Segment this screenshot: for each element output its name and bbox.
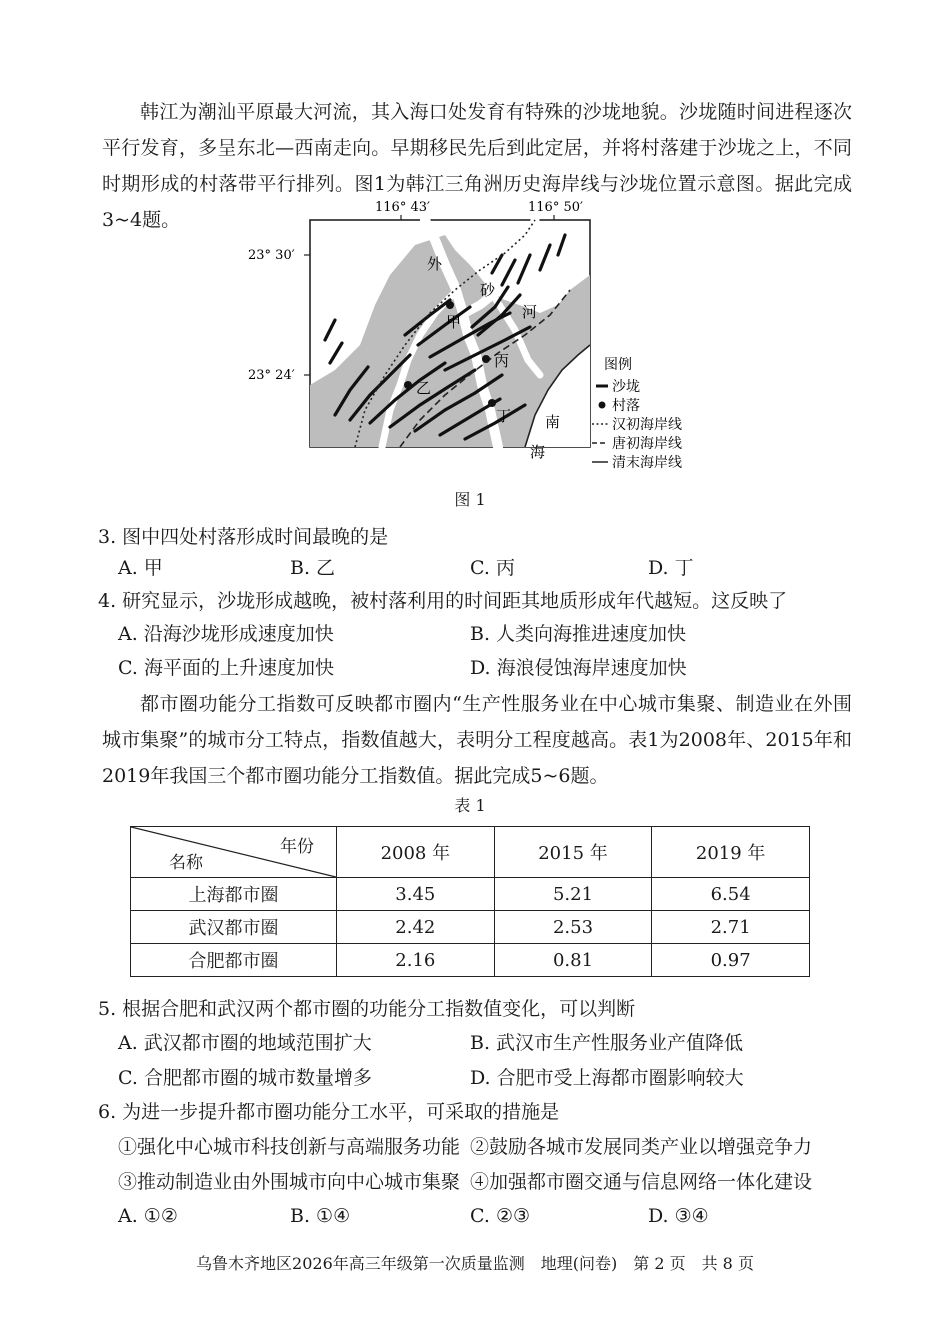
- q5-option-c[interactable]: C. 合肥都市圈的城市数量增多: [118, 1067, 372, 1089]
- village-jia-label: 甲: [446, 313, 462, 331]
- table-row: [131, 944, 810, 977]
- row-name-wuhan: 武汉都市圈: [131, 911, 337, 944]
- header-name-label: 名称: [169, 853, 203, 873]
- intro-passage-2: 都市圈功能分工指数可反映都市圈内“生产性服务业在中心城市集聚、制造业在外围城市集聚”的城市分工特点，指数值越大，表明分工程度越高。表1为2008年、2015年和2019年我国三个都市圈功能分工指数值。据此完成5~6题。: [102, 693, 852, 787]
- village-ding-dot: [488, 399, 496, 407]
- q4-option-a[interactable]: A. 沿海沙垅形成速度加快: [118, 623, 334, 645]
- header-year-2019: 2019 年: [652, 827, 810, 878]
- cell-value: 5.21: [494, 878, 652, 911]
- village-ding-label: 丁: [496, 407, 512, 425]
- table-row: [131, 911, 810, 944]
- village-bing-label: 丙: [494, 352, 510, 370]
- q4-stem: 4. 研究显示，沙垅形成越晚，被村落利用的时间距其地质形成年代越短。这反映了: [98, 590, 788, 612]
- q5-stem: 5. 根据合肥和武汉两个都市圈的功能分工指数值变化，可以判断: [98, 998, 636, 1020]
- figure-caption: 图 1: [454, 490, 486, 509]
- legend-village: 村落: [612, 398, 640, 414]
- lat-top-label: 23° 30′: [248, 248, 295, 263]
- header-year-2015: 2015 年: [494, 827, 652, 878]
- village-jia-dot: [446, 301, 454, 309]
- cell-value: 2.53: [494, 911, 652, 944]
- q6-option-b[interactable]: B. ①④: [290, 1205, 351, 1227]
- q3-option-d[interactable]: D. 丁: [648, 557, 694, 579]
- table-header-row: [131, 827, 810, 878]
- q6-option-c[interactable]: C. ②③: [470, 1205, 531, 1227]
- intro-passage-1: 韩江为潮汕平原最大河流，其入海口处发育有特殊的沙垅地貌。沙垅随时间进程逐次平行发育，多呈东北—西南走向。早期移民先后到此定居，并将村落建于沙垅之上，不同时期形成的村落带平行排列。图1为韩江三角洲历史海岸线与沙垅位置示意图。据此完成3~4题。: [102, 101, 852, 231]
- lat-bottom-label: 23° 24′: [248, 368, 295, 383]
- q6-option-a[interactable]: A. ①②: [118, 1205, 178, 1227]
- q4-option-b[interactable]: B. 人类向海推进速度加快: [470, 623, 687, 645]
- village-yi-dot: [404, 381, 412, 389]
- row-name-shanghai: 上海都市圈: [131, 878, 337, 911]
- header-year-2008: 2008 年: [337, 827, 495, 878]
- cell-value: 6.54: [652, 878, 810, 911]
- sea-label-nan: 南: [545, 413, 561, 431]
- table-caption: 表 1: [454, 796, 486, 815]
- lon-right-label: 116° 50′: [528, 200, 583, 215]
- page-footer: 乌鲁木齐地区2026年高三年级第一次质量监测 地理(问卷) 第 2 页 共 8 页: [196, 1254, 754, 1273]
- legend-han-coast: 汉初海岸线: [612, 417, 682, 433]
- q3-option-b[interactable]: B. 乙: [290, 557, 336, 579]
- q3-stem: 3. 图中四处村落形成时间最晚的是: [98, 526, 389, 548]
- q4-option-c[interactable]: C. 海平面的上升速度加快: [118, 657, 334, 679]
- legend-title: 图例: [604, 357, 632, 373]
- sea-label-hai: 海: [530, 443, 546, 461]
- q5-option-a[interactable]: A. 武汉都市圈的地域范围扩大: [118, 1032, 372, 1054]
- cell-value: 2.42: [337, 911, 495, 944]
- cell-value: 2.16: [337, 944, 495, 977]
- legend-qing-coast: 清末海岸线: [612, 455, 682, 471]
- function-index-table: [130, 826, 810, 977]
- table-corner-cell: [131, 827, 337, 878]
- q5-option-b[interactable]: B. 武汉市生产性服务业产值降低: [470, 1032, 744, 1054]
- row-name-hefei: 合肥都市圈: [131, 944, 337, 977]
- river-label-he: 河: [522, 303, 538, 321]
- cell-value: 2.71: [652, 911, 810, 944]
- cell-value: 0.81: [494, 944, 652, 977]
- legend-tang-coast: 唐初海岸线: [612, 436, 682, 452]
- delta-map: [240, 195, 700, 485]
- map-legend: [592, 357, 682, 471]
- q3-option-a[interactable]: A. 甲: [118, 557, 163, 579]
- q6-stem: 6. 为进一步提升都市圈功能分工水平，可采取的措施是: [98, 1101, 560, 1123]
- table-row: [131, 878, 810, 911]
- cell-value: 3.45: [337, 878, 495, 911]
- q5-option-d[interactable]: D. 合肥市受上海都市圈影响较大: [470, 1067, 744, 1089]
- q6-statement-1: ①强化中心城市科技创新与高端服务功能: [118, 1136, 461, 1158]
- q3-option-c[interactable]: C. 丙: [470, 557, 515, 579]
- village-bing-dot: [482, 355, 490, 363]
- q6-statement-3: ③推动制造业由外围城市向中心城市集聚: [118, 1171, 461, 1193]
- river-label-sha: 砂: [480, 281, 496, 299]
- village-yi-label: 乙: [416, 379, 432, 397]
- q6-option-d[interactable]: D. ③④: [648, 1205, 709, 1227]
- river-label-wai: 外: [427, 255, 443, 273]
- header-year-label: 年份: [280, 837, 314, 857]
- q6-statement-4: ④加强都市圈交通与信息网络一体化建设: [470, 1171, 813, 1193]
- q4-option-d[interactable]: D. 海浪侵蚀海岸速度加快: [470, 657, 687, 679]
- lon-left-label: 116° 43′: [375, 200, 430, 215]
- cell-value: 0.97: [652, 944, 810, 977]
- q6-statement-2: ②鼓励各城市发展同类产业以增强竞争力: [470, 1136, 813, 1158]
- legend-dune: 沙垅: [612, 379, 640, 395]
